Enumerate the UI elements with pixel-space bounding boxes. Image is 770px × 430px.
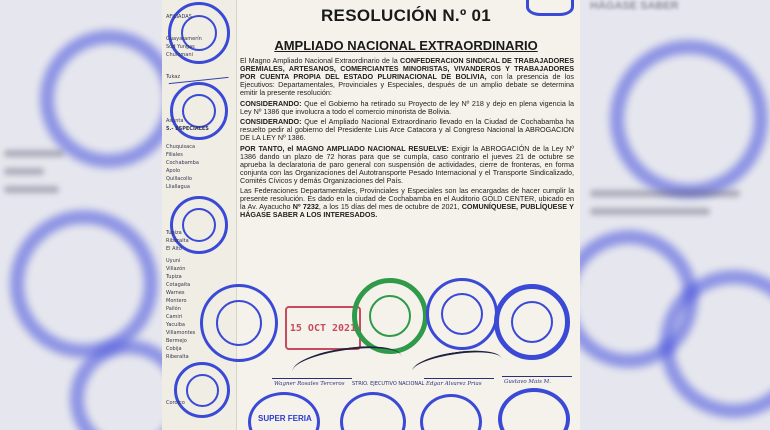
- affiliate-line: Riberalta: [166, 238, 189, 244]
- affiliate-line: Guayaramerín: [166, 36, 202, 42]
- signatory-name: Wagner Rosales Terceros: [274, 381, 345, 387]
- affiliate-line: Yacuiba: [166, 322, 185, 328]
- affiliate-line: Tukaz: [166, 74, 180, 80]
- affiliate-line: Riberalta: [166, 354, 189, 360]
- blurred-text: [590, 190, 740, 197]
- paragraph-considerando-2: CONSIDERANDO: Que el Ampliado Nacional Extraordinario llevado en la Ciudad de Cochabamba ha resuelto pedir al gobierno del Presidente Luis Arce Catacora y al Congreso Nacional la ABROGACION DE LA LEY Nº 1386.: [240, 117, 574, 143]
- affiliate-line: Bermejo: [166, 338, 187, 344]
- blurred-text: [4, 168, 44, 175]
- resolution-document: [162, 0, 580, 430]
- affiliate-line: Villazón: [166, 266, 186, 272]
- affiliate-line: Cobija: [166, 346, 182, 352]
- affiliate-section-heading: 5.- ESPECIALES: [166, 126, 209, 132]
- affiliate-line: Filiales: [166, 152, 183, 158]
- affiliate-line: AFILIADAS: [166, 14, 192, 20]
- super-feria-stamp: SUPER FERIA: [258, 414, 312, 423]
- green-seal: [352, 278, 428, 354]
- confederation-seal: [494, 284, 570, 360]
- backdrop-left: [0, 0, 162, 430]
- paragraph-intro: El Magno Ampliado Nacional Extraordinario de la CONFEDERACION SINDICAL DE TRABAJADORES GREMIALES, ARTESANOS, COMERCIANTES MINORISTAS, VIVANDEROS Y TRABAJADORES POR CUENTA PROPIA DEL ESTADO PLURINACIONAL DE BOLIVIA, con la presencia de los Ejecutivos: Departamentales, Provinciales y Especiales, después de un amplio debate se determina emitir la presente resolución:: [240, 56, 574, 98]
- affiliate-line: Sud Yungas: [166, 44, 195, 50]
- affiliates-column: [162, 0, 237, 430]
- organization-seal: [174, 362, 230, 418]
- organization-seal: [420, 394, 482, 430]
- affiliate-line: Asunta: [166, 118, 184, 124]
- blurred-stamp: [10, 210, 158, 358]
- signature-line: [272, 378, 352, 379]
- affiliate-line: Chuquisaca: [166, 144, 196, 150]
- blurred-stamp: [610, 40, 768, 198]
- federation-seal: [200, 284, 278, 362]
- affiliate-line: Warnes: [166, 290, 185, 296]
- organization-seal: [426, 278, 498, 350]
- blurred-stamp: [40, 30, 162, 168]
- blurred-text: [4, 150, 64, 157]
- resolution-title: RESOLUCIÓN N.º 01: [320, 6, 491, 25]
- signature-line: [502, 376, 572, 377]
- affiliate-line: Pailón: [166, 306, 181, 312]
- affiliate-line: Chulumani: [166, 52, 193, 58]
- affiliate-line: Lliallagua: [166, 184, 190, 190]
- signatory-name: Edgar Alvarez Prias: [426, 381, 482, 387]
- paragraph-resuelve: POR TANTO, el MAGNO AMPLIADO NACIONAL RESUELVE: Exigir la ABROGACIÓN de la Ley Nº 1386 dando un plazo de 72 horas para que se cumpla, caso contrario el jueves 21 de octubre se aprueba la declaratoria de paro general con suspensión de actividades, cierre de fronteras, en forma conjunta con las Organizaciones del Autotransporte Pesado Internacional y el Transporte Sindicalizado, Comités Cívicos y demás Organizaciones del País.: [240, 143, 574, 185]
- affiliate-line: Cotagaita: [166, 282, 191, 288]
- affiliate-line: Tupiza: [166, 230, 182, 236]
- signature-line: [424, 378, 494, 379]
- affiliate-line: Villamontes: [166, 330, 196, 336]
- affiliate-line: Cochabamba: [166, 160, 199, 166]
- paragraph-considerando-1: CONSIDERANDO: Que el Gobierno ha retirado su Proyecto de ley Nº 218 y dejo en plena vigencia la Ley Nº 1386 que involucra a todo el comercio minorista de Bolivia.: [240, 98, 574, 116]
- signatory-title: STRIO. EJECUTIVO NACIONAL: [352, 381, 425, 387]
- affiliate-line: Uyuni: [166, 258, 181, 264]
- affiliate-line: Quillacollo: [166, 176, 192, 182]
- resolution-body: [240, 57, 574, 222]
- date-stamp: 15 OCT 2021: [285, 306, 361, 350]
- affiliate-line: Apolo: [166, 168, 181, 174]
- organization-seal: [248, 392, 320, 430]
- blurred-heading: HÁGASE SABER: [590, 0, 679, 12]
- affiliate-line: El Alto: [166, 246, 182, 252]
- resolution-subtitle: AMPLIADO NACIONAL EXTRAORDINARIO: [274, 38, 538, 53]
- signatory-name: Gustavo Mais M.: [504, 379, 552, 385]
- blurred-text: [4, 186, 59, 193]
- affiliate-line: Camiri: [166, 314, 183, 320]
- affiliate-line: Coroico: [166, 400, 185, 406]
- organization-seal: [340, 392, 406, 430]
- organization-seal: [498, 388, 570, 430]
- backdrop-right: [580, 0, 770, 430]
- blurred-text: [590, 208, 710, 215]
- affiliate-line: Montero: [166, 298, 187, 304]
- affiliate-line: Tupiza: [166, 274, 182, 280]
- paragraph-closing: Las Federaciones Departamentales, Provinciales y Especiales son las encargadas de hacer cumplir la presente resolución. Es dado en la ciudad de Cochabamba en el Auditorio GOLD CENTER, ubicado en la Av. Ayacucho Nº 7232, a los 15 días del mes de octubre de 2021, COMUNÍQUESE, PUBLÍQUESE Y HÁGASE SABER A LOS INTERESADOS.: [240, 186, 574, 220]
